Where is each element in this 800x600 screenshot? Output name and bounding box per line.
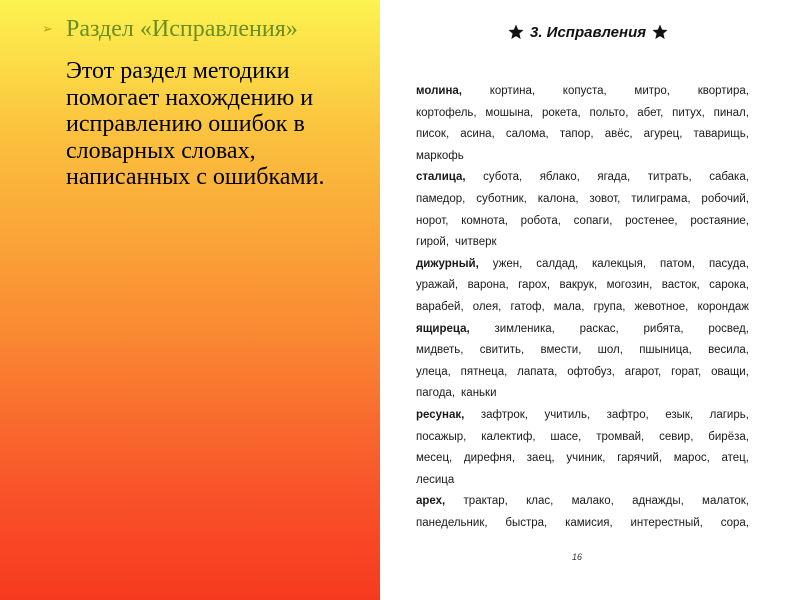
word: рокета, — [541, 106, 581, 119]
word: норот, — [416, 214, 449, 227]
page-number: 16 — [572, 552, 583, 562]
word-line — [416, 124, 749, 146]
word: клас, — [526, 495, 554, 508]
word: пинал, — [713, 106, 749, 119]
word-line — [416, 81, 749, 103]
word: таварищь, — [693, 128, 749, 141]
word-line — [416, 103, 749, 125]
word: быстра, — [505, 516, 548, 529]
word: жевотное, — [634, 300, 689, 313]
word-line — [416, 167, 749, 189]
word: панедельник, — [416, 516, 488, 529]
word: интерестный, — [630, 516, 703, 529]
word: гатоф, — [510, 300, 545, 313]
word: мошына, — [485, 106, 534, 119]
word: учитиль, — [544, 408, 591, 421]
word: улеца, — [416, 365, 451, 378]
word-line — [416, 362, 749, 384]
word: яблако, — [539, 171, 580, 184]
word: уражай, — [416, 279, 459, 292]
word: рибята, — [643, 322, 684, 335]
word: могозин, — [606, 279, 653, 292]
word: читверк — [455, 236, 497, 249]
word: росвед, — [708, 322, 749, 335]
word: сора, — [720, 516, 749, 529]
word: маркофь — [416, 149, 464, 162]
word: група, — [593, 300, 626, 313]
word-line — [416, 275, 749, 297]
word: вакрук, — [559, 279, 598, 292]
word: марос, — [673, 452, 710, 465]
word: робота, — [520, 214, 561, 227]
word: сопаги, — [573, 214, 613, 227]
word: авёс, — [604, 128, 633, 141]
word: бирёза, — [708, 430, 749, 443]
misspelled-word-list — [416, 81, 749, 534]
group-lead-word: дижурный, — [416, 257, 479, 270]
word: весила, — [708, 344, 749, 357]
group-lead-word: ресунак, — [416, 408, 465, 421]
word-line — [416, 470, 749, 492]
word: польто, — [589, 106, 629, 119]
word: пасуда, — [708, 257, 749, 270]
group-lead-word: молина, — [416, 85, 463, 97]
word: горат, — [671, 365, 702, 378]
word: памедор, — [416, 192, 466, 205]
word: васток, — [661, 279, 700, 292]
word: кортина, — [489, 85, 536, 97]
group-lead-word: ящиреца, — [416, 322, 470, 335]
word: калекцыя, — [591, 257, 647, 270]
word: лесица — [416, 473, 455, 486]
word-line — [416, 383, 749, 405]
word-line — [416, 340, 749, 362]
word: квортира, — [697, 85, 749, 97]
word-line — [416, 254, 749, 276]
word: ростаяние, — [690, 214, 749, 227]
word: трактар, — [463, 495, 508, 508]
word: раскас, — [579, 322, 619, 335]
word: тромвай, — [596, 430, 645, 443]
word-line — [416, 427, 749, 449]
word: гарох, — [518, 279, 551, 292]
word: ягада, — [597, 171, 631, 184]
word: тапор, — [559, 128, 594, 141]
word: зафтрок, — [480, 408, 528, 421]
word: пагода, — [416, 387, 456, 400]
textbook-page — [380, 0, 800, 600]
word: агурец, — [643, 128, 683, 141]
word-line — [416, 491, 749, 513]
word: заец, — [526, 452, 555, 465]
word: зимленика, — [494, 322, 555, 335]
word-line — [416, 232, 749, 254]
word-line — [416, 405, 749, 427]
word-line — [416, 297, 749, 319]
word-line — [416, 319, 749, 341]
word: писок, — [416, 128, 450, 141]
word: асина, — [460, 128, 495, 141]
word: сабака, — [709, 171, 749, 184]
word: мала, — [553, 300, 585, 313]
bullet-arrow-icon: ➢ — [42, 22, 53, 37]
word: мидветь, — [416, 344, 464, 357]
slide-heading: Раздел «Исправления» — [66, 16, 298, 42]
word: малаток, — [702, 495, 749, 508]
word: патом, — [660, 257, 696, 270]
word: робочий, — [701, 192, 749, 205]
word-line — [416, 211, 749, 233]
word-line — [416, 448, 749, 470]
word: варона, — [467, 279, 509, 292]
word: митро, — [634, 85, 670, 97]
group-lead-word: арех, — [416, 495, 446, 508]
word: гарячий, — [617, 452, 663, 465]
group-lead-word: сталица, — [416, 171, 466, 184]
star-icon — [652, 24, 668, 40]
word: атец, — [721, 452, 749, 465]
word: салдад, — [536, 257, 579, 270]
word: корондаж — [697, 300, 749, 313]
word: лагирь, — [709, 408, 749, 421]
word: гирой, — [416, 236, 450, 249]
word: ужен, — [492, 257, 523, 270]
word: сарока, — [709, 279, 749, 292]
word: варабей, — [416, 300, 464, 313]
word: пятнеца, — [460, 365, 508, 378]
word-line — [416, 146, 749, 168]
word: агарот, — [624, 365, 662, 378]
word: дирефня, — [463, 452, 516, 465]
word: зафтро, — [606, 408, 649, 421]
word: лапата, — [517, 365, 558, 378]
word: оващи, — [711, 365, 749, 378]
word: малако, — [571, 495, 614, 508]
page-title-text: 3. Исправления — [530, 23, 647, 41]
word: аднажды, — [632, 495, 684, 508]
word: салома, — [505, 128, 549, 141]
word: олея, — [472, 300, 502, 313]
word: офтобуз, — [567, 365, 615, 378]
word: комнота, — [461, 214, 508, 227]
word: камисия, — [565, 516, 613, 529]
word-line — [416, 513, 749, 535]
word: вмести, — [540, 344, 582, 357]
word: кортофель, — [416, 106, 477, 119]
word: севир, — [659, 430, 694, 443]
word: зовот, — [589, 192, 621, 205]
word: каньки — [461, 387, 497, 400]
slide-text-panel — [0, 0, 380, 600]
word: субота, — [483, 171, 523, 184]
word: копуста, — [562, 85, 607, 97]
word: тилиграма, — [631, 192, 691, 205]
page-title — [508, 20, 668, 44]
word: свитить, — [479, 344, 525, 357]
word: калектиф, — [481, 430, 536, 443]
word: титрать, — [647, 171, 692, 184]
word: месец, — [416, 452, 453, 465]
word: посажыр, — [416, 430, 467, 443]
word: суботник, — [476, 192, 527, 205]
word: пшыница, — [639, 344, 692, 357]
word: калона, — [537, 192, 579, 205]
word: абет, — [637, 106, 664, 119]
slide-body-text: Этот раздел методики помогает нахождению и исправлению ошибок в словарных словах, написанных с ошибками. — [66, 58, 325, 190]
word: шол, — [597, 344, 623, 357]
word: ростенее, — [625, 214, 678, 227]
word: учиник, — [566, 452, 606, 465]
word-line — [416, 189, 749, 211]
word: шасе, — [550, 430, 582, 443]
star-icon — [508, 24, 524, 40]
word: езык, — [665, 408, 694, 421]
word: питух, — [672, 106, 705, 119]
